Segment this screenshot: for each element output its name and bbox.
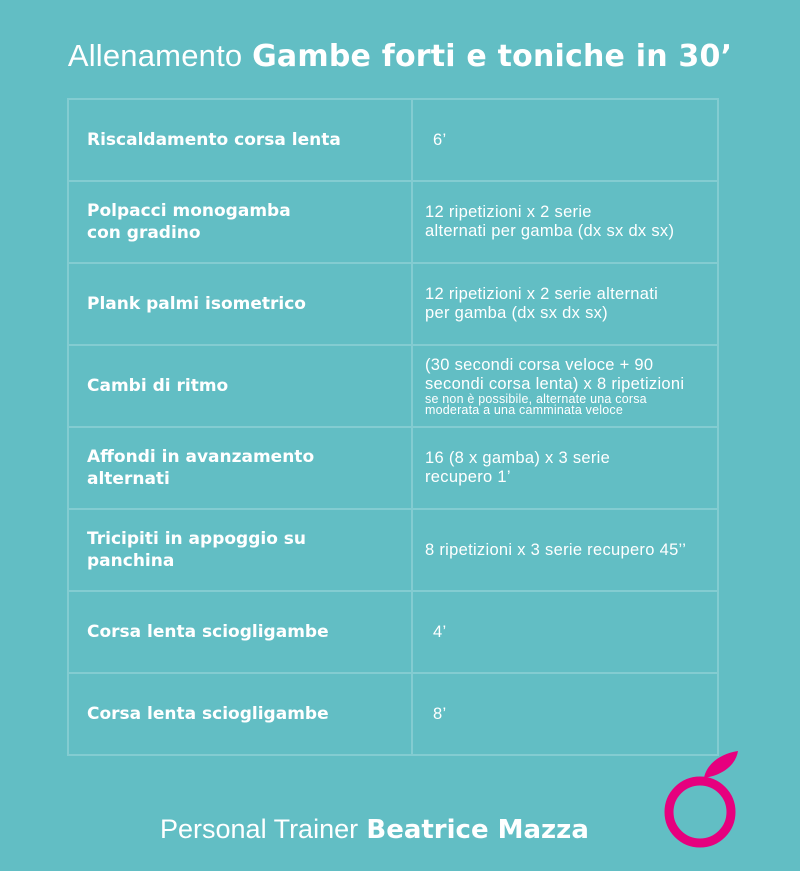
page-title <box>0 38 800 74</box>
footer-prefix: Personal Trainer <box>160 814 359 844</box>
table-row <box>68 263 718 345</box>
exercise-name: Plank palmi isometrico <box>68 263 412 345</box>
ring-shape <box>669 781 731 843</box>
table-row <box>68 591 718 673</box>
title-prefix: Allenamento <box>67 38 243 73</box>
table-row <box>68 181 718 263</box>
table-row <box>68 427 718 509</box>
exercise-name: Riscaldamento corsa lenta <box>68 99 412 181</box>
table-row <box>68 345 718 427</box>
exercise-detail: 4’ <box>412 591 718 673</box>
table-row <box>68 673 718 755</box>
exercise-detail-cell <box>412 345 718 427</box>
exercise-name: Polpacci monogamba con gradino <box>68 181 412 263</box>
exercise-name: Affondi in avanzamento alternati <box>68 427 412 509</box>
exercise-detail: 6’ <box>412 99 718 181</box>
exercise-detail: 8’ <box>412 673 718 755</box>
title-main: Gambe forti e toniche in 30’ <box>252 39 733 74</box>
exercise-name: Tricipiti in appoggio su panchina <box>68 509 412 591</box>
apple-ring-icon <box>660 748 742 848</box>
footer-credit <box>160 814 589 845</box>
exercise-note: se non è possibile, alternate una corsa moderata a una camminata veloce <box>425 392 647 417</box>
exercise-detail: 16 (8 x gamba) x 3 serie recupero 1’ <box>412 427 718 509</box>
table-row <box>68 509 718 591</box>
exercise-detail: 8 ripetizioni x 3 serie recupero 45’’ <box>412 509 718 591</box>
exercise-detail: 12 ripetizioni x 2 serie alternati per gamba (dx sx dx sx) <box>412 181 718 263</box>
exercise-detail: (30 secondi corsa veloce + 90 secondi corsa lenta) x 8 ripetizioni <box>425 356 685 393</box>
exercise-detail: 12 ripetizioni x 2 serie alternati per gamba (dx sx dx sx) <box>412 263 718 345</box>
trainer-name: Beatrice Mazza <box>366 815 589 845</box>
exercise-name: Cambi di ritmo <box>68 345 412 427</box>
workout-table <box>67 98 719 756</box>
table-row <box>68 99 718 181</box>
exercise-name: Corsa lenta sciogligambe <box>68 673 412 755</box>
leaf-shape <box>704 751 738 778</box>
exercise-name: Corsa lenta sciogligambe <box>68 591 412 673</box>
